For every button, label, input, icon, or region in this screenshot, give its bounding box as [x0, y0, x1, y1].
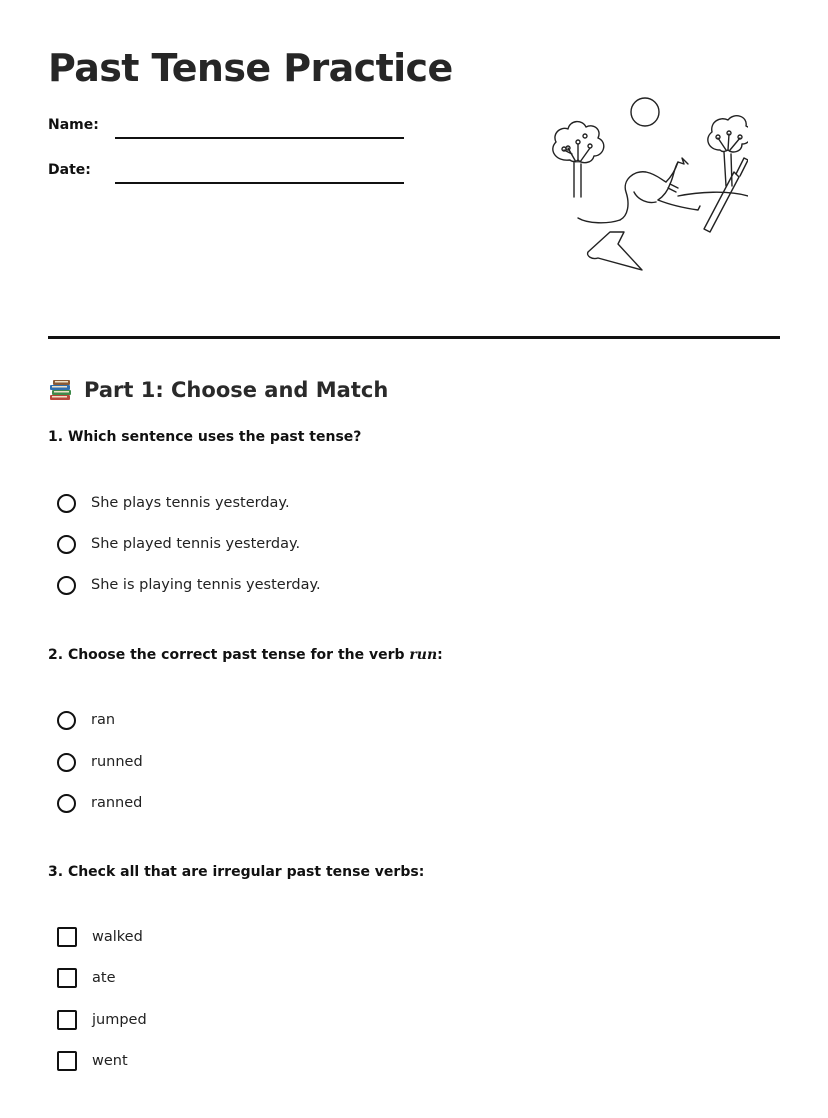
- option-label: She played tennis yesterday.: [91, 536, 301, 552]
- option-label: She is playing tennis yesterday.: [91, 577, 321, 593]
- kangaroo-icon: [578, 158, 700, 223]
- option-label: ran: [91, 712, 116, 728]
- option-label: walked: [92, 929, 143, 945]
- question-number: 2.: [48, 647, 64, 663]
- radio-button[interactable]: [57, 794, 76, 813]
- radio-button[interactable]: [57, 576, 76, 595]
- q3-option-2[interactable]: [57, 965, 116, 991]
- question-text: Which sentence uses the past tense?: [67, 429, 362, 445]
- date-field[interactable]: [48, 162, 408, 192]
- sun-icon: [631, 98, 659, 126]
- part1-heading: [48, 374, 388, 406]
- question-1: [48, 429, 361, 445]
- checkbox[interactable]: [57, 968, 77, 988]
- ground-icon: [678, 192, 748, 196]
- date-label: Date:: [48, 162, 91, 178]
- question-text: Choose the correct past tense for the verb: [67, 647, 410, 663]
- name-line[interactable]: [115, 137, 404, 139]
- verb-emphasis: run: [409, 647, 438, 663]
- name-field[interactable]: [48, 117, 408, 147]
- q2-option-1[interactable]: [57, 707, 115, 733]
- radio-button[interactable]: [57, 711, 76, 730]
- question-2: [48, 647, 443, 663]
- radio-button[interactable]: [57, 753, 76, 772]
- q1-option-3[interactable]: [57, 572, 321, 598]
- option-label: jumped: [92, 1012, 147, 1028]
- name-label: Name:: [48, 117, 99, 133]
- radio-button[interactable]: [57, 494, 76, 513]
- books-icon: [48, 377, 74, 403]
- right-tree-icon: [708, 116, 748, 186]
- date-line[interactable]: [115, 182, 404, 184]
- option-label: went: [92, 1053, 128, 1069]
- q1-option-2[interactable]: [57, 531, 300, 557]
- q3-option-4[interactable]: [57, 1048, 128, 1074]
- option-label: ranned: [91, 795, 143, 811]
- kangaroo-cricket-illustration: [538, 92, 748, 272]
- option-label: runned: [91, 754, 143, 770]
- option-label: ate: [92, 970, 116, 986]
- radio-button[interactable]: [57, 535, 76, 554]
- question-text-end: :: [437, 647, 443, 663]
- page-title: Past Tense Practice: [48, 46, 453, 90]
- checkbox[interactable]: [57, 1010, 77, 1030]
- question-number: 1.: [48, 429, 64, 445]
- boomerang-icon: [588, 232, 642, 270]
- q2-option-3[interactable]: [57, 790, 142, 816]
- section-title: Part 1: Choose and Match: [84, 378, 389, 402]
- left-tree-icon: [553, 122, 604, 197]
- header-divider: [48, 336, 780, 339]
- q2-option-2[interactable]: [57, 749, 143, 775]
- q3-option-1[interactable]: [57, 924, 143, 950]
- option-label: She plays tennis yesterday.: [91, 495, 290, 511]
- q3-option-3[interactable]: [57, 1007, 147, 1033]
- worksheet-page: [48, 0, 780, 1118]
- checkbox[interactable]: [57, 927, 77, 947]
- question-number: 3.: [48, 864, 64, 880]
- question-text: Check all that are irregular past tense verbs:: [67, 864, 425, 880]
- question-3: [48, 864, 424, 880]
- q1-option-1[interactable]: [57, 490, 290, 516]
- checkbox[interactable]: [57, 1051, 77, 1071]
